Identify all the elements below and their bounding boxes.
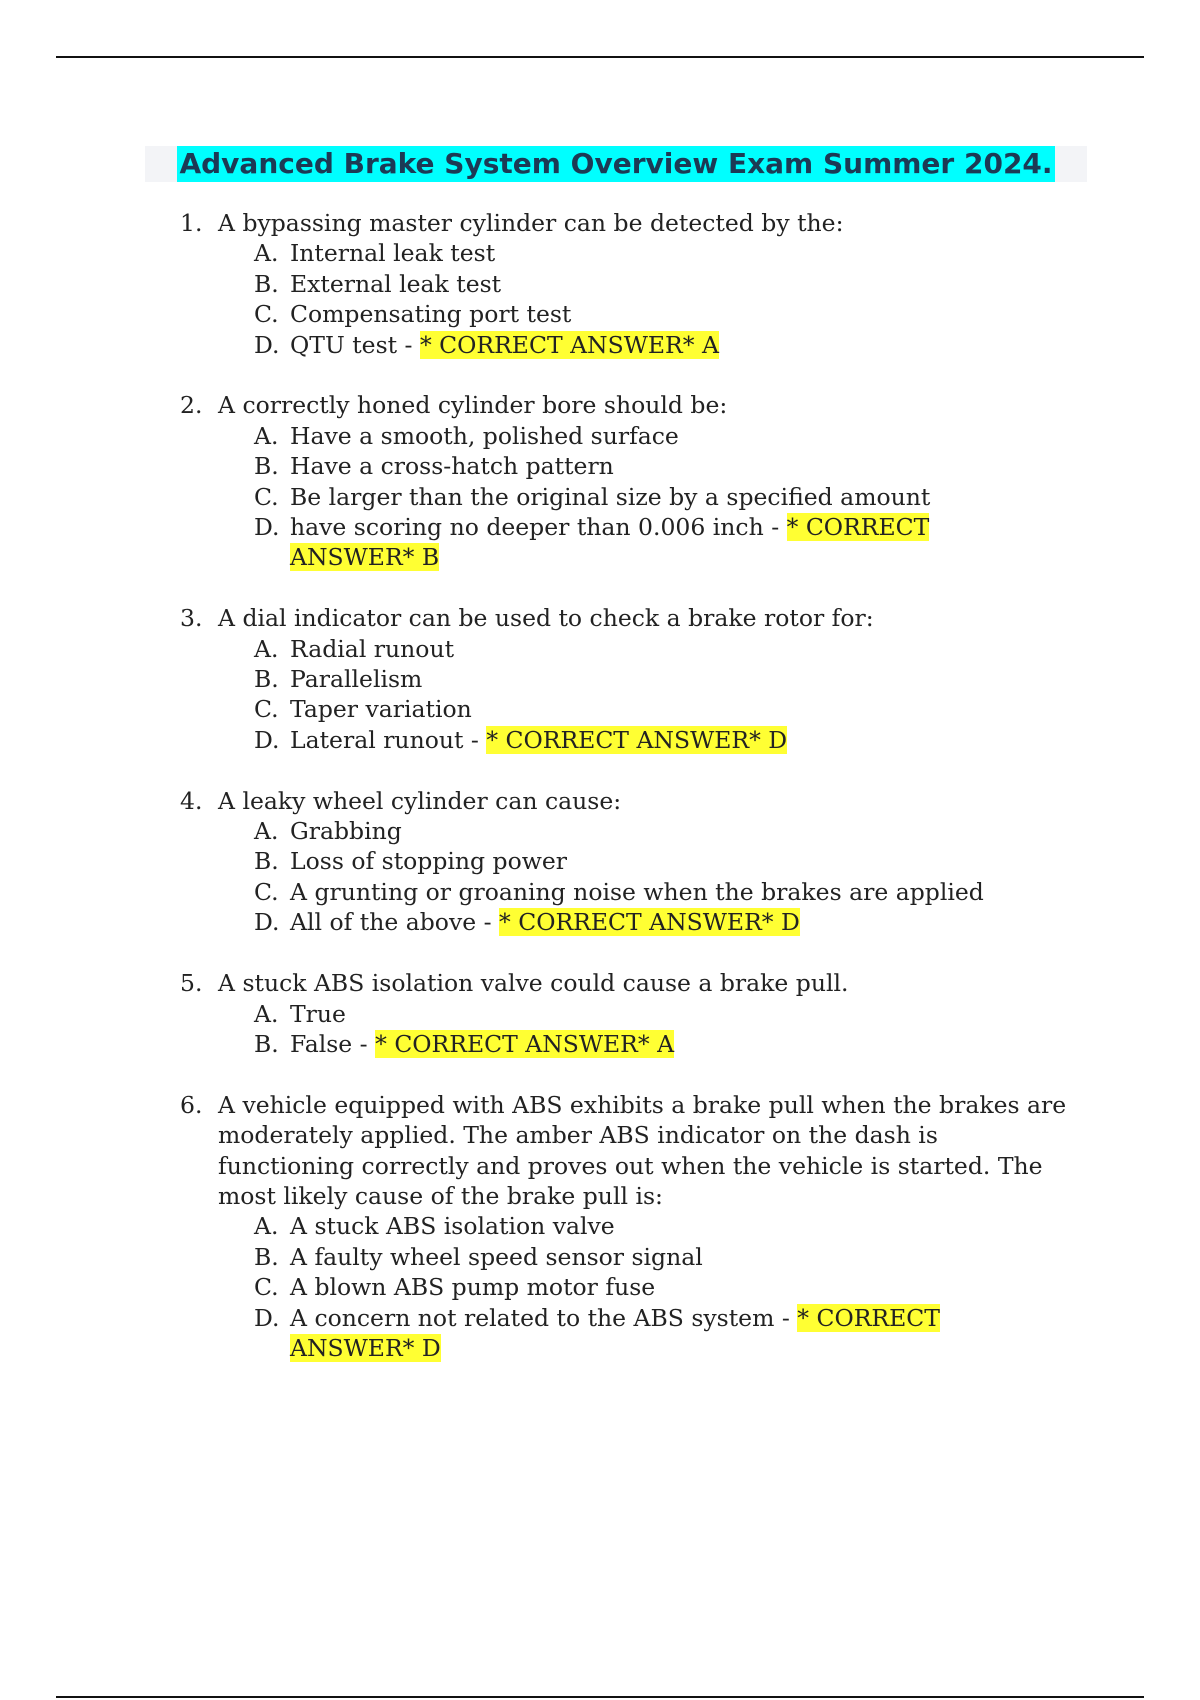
option-text: Taper variation [290, 695, 472, 724]
answer-option [0, 877, 990, 907]
answer-option [0, 999, 990, 1029]
option-text: Have a smooth, polished surface [290, 421, 679, 450]
question-text: A vehicle equipped with ABS exhibits a brake pull when the brakes are moderately applied. The amber ABS indicator on the dash is functioning correctly and proves out when the vehicle is started. The most likely cause of the brake pull is: [218, 1090, 1067, 1210]
question-number: 6. [180, 1090, 203, 1119]
option-text: Lateral runout - [290, 725, 487, 754]
option-letter: B. [254, 1242, 279, 1271]
correct-answer-highlight: * CORRECT ANSWER* A [419, 330, 719, 359]
answer-option [0, 1242, 990, 1272]
option-letter: B. [254, 452, 279, 481]
answer-option [0, 846, 990, 876]
question-text: A bypassing master cylinder can be detected by the: [218, 209, 844, 237]
option-text: A stuck ABS isolation valve [290, 1212, 615, 1241]
option-text: All of the above - [290, 908, 500, 937]
option-letter: C. [254, 877, 279, 906]
option-letter: A. [254, 421, 279, 450]
question-stem [0, 786, 1068, 816]
option-text: Loss of stopping power [290, 847, 568, 876]
option-text: Parallelism [290, 665, 423, 694]
answer-option [0, 634, 990, 664]
question-list [0, 208, 1200, 1394]
option-text: QTU test - [290, 330, 420, 359]
question-stem [0, 603, 1068, 633]
question-text: A correctly honed cylinder bore should be: [218, 391, 728, 420]
option-letter: A. [254, 999, 279, 1028]
question-stem [0, 208, 1068, 238]
option-text: Internal leak test [290, 239, 496, 268]
option-text: Grabbing [290, 817, 402, 846]
bottom-rule [56, 1696, 1144, 1698]
title-band [145, 146, 1087, 182]
correct-answer-highlight: * CORRECT ANSWER* D [499, 908, 800, 937]
option-letter: D. [254, 908, 280, 937]
question-number: 5. [180, 969, 203, 998]
answer-option [0, 299, 990, 329]
question-stem [0, 968, 1068, 998]
option-letter: A. [254, 634, 279, 663]
option-text: External leak test [290, 269, 502, 298]
option-letter: B. [254, 847, 279, 876]
option-text: False - [290, 1029, 376, 1058]
option-letter: A. [254, 1212, 279, 1241]
option-letter: B. [254, 269, 279, 298]
answer-option [0, 512, 990, 573]
question-stem [0, 1090, 1068, 1212]
answer-option [0, 451, 990, 481]
question-text: A dial indicator can be used to check a brake rotor for: [218, 604, 874, 633]
option-text: A grunting or groaning noise when the brakes are applied [290, 877, 984, 906]
option-letter: C. [254, 1273, 279, 1302]
answer-option [0, 1029, 990, 1059]
answer-option [0, 238, 990, 268]
option-letter: A. [254, 817, 279, 846]
answer-option [0, 694, 990, 724]
answer-option [0, 816, 990, 846]
option-text: True [290, 999, 346, 1028]
question-5 [0, 968, 1200, 1059]
question-number: 3. [180, 604, 203, 633]
option-letter: D. [254, 330, 280, 359]
answer-option [0, 1303, 990, 1364]
option-letter: C. [254, 300, 279, 329]
correct-answer-highlight: * CORRECT ANSWER* B [290, 513, 930, 572]
question-4 [0, 786, 1200, 938]
option-text: Be larger than the original size by a specified amount [290, 482, 931, 511]
correct-answer-highlight: * CORRECT ANSWER* A [375, 1029, 675, 1058]
option-letter: D. [254, 513, 280, 542]
top-rule [56, 56, 1144, 58]
option-letter: D. [254, 725, 280, 754]
option-letter: C. [254, 482, 279, 511]
answer-option [0, 725, 990, 755]
question-stem [0, 390, 1068, 420]
answer-option [0, 482, 990, 512]
option-text: A blown ABS pump motor fuse [290, 1273, 656, 1302]
option-letter: C. [254, 695, 279, 724]
question-text: A leaky wheel cylinder can cause: [218, 786, 622, 815]
option-text: Compensating port test [290, 300, 572, 329]
answer-option [0, 1272, 990, 1302]
correct-answer-highlight: * CORRECT ANSWER* D [486, 725, 788, 754]
answer-option [0, 330, 990, 360]
correct-answer-highlight: * CORRECT ANSWER* D [290, 1303, 940, 1362]
question-number: 4. [180, 786, 203, 815]
option-text: Have a cross-hatch pattern [290, 452, 614, 481]
answer-option [0, 907, 990, 937]
question-1 [0, 208, 1200, 360]
option-text: A concern not related to the ABS system - [290, 1303, 798, 1332]
question-6 [0, 1090, 1200, 1364]
question-number: 2. [180, 391, 203, 420]
option-text: Radial runout [290, 634, 455, 663]
option-text: have scoring no deeper than 0.006 inch - [290, 513, 787, 542]
answer-option [0, 269, 990, 299]
option-text: A faulty wheel speed sensor signal [290, 1242, 703, 1271]
question-2 [0, 390, 1200, 572]
answer-option [0, 664, 990, 694]
answer-option [0, 1211, 990, 1241]
page-title: Advanced Brake System Overview Exam Summer 2024. [179, 147, 1053, 180]
question-text: A stuck ABS isolation valve could cause a brake pull. [218, 969, 849, 998]
option-letter: B. [254, 665, 279, 694]
option-letter: B. [254, 1029, 279, 1058]
question-3 [0, 603, 1200, 755]
question-number: 1. [180, 209, 203, 237]
option-letter: D. [254, 1303, 280, 1332]
answer-option [0, 421, 990, 451]
option-letter: A. [254, 239, 279, 268]
